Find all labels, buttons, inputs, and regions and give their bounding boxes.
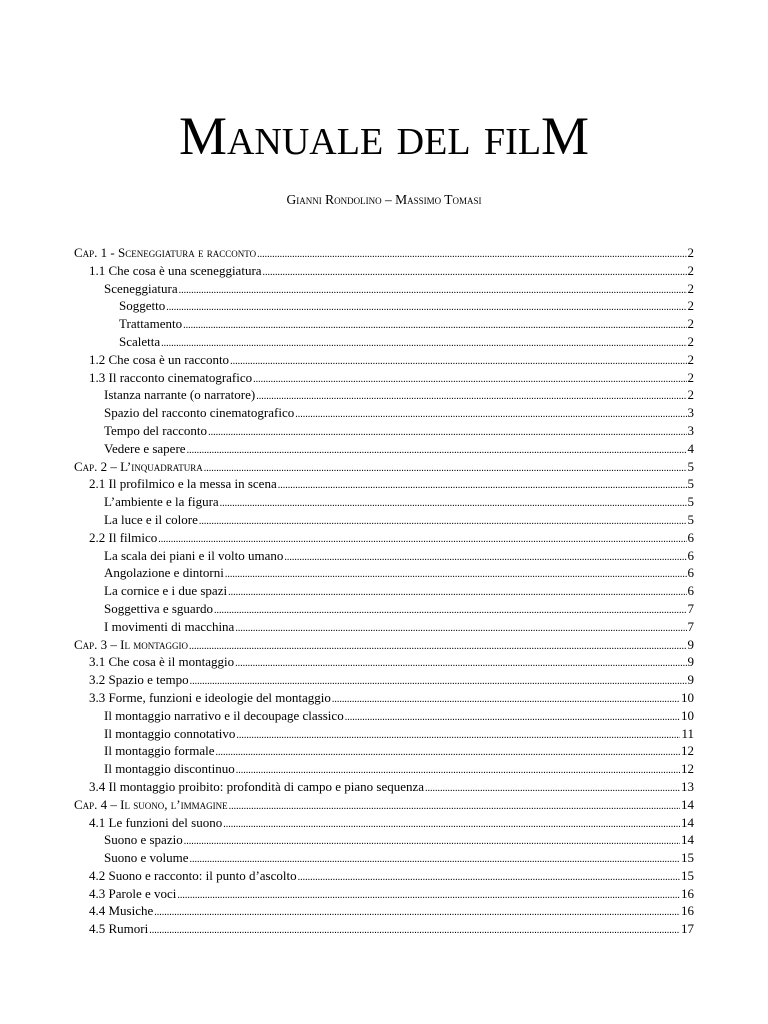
toc-entry-page: 2 <box>687 387 694 403</box>
toc-dot-leader <box>235 620 686 638</box>
toc-entry[interactable] <box>74 849 694 867</box>
toc-entry-title: Il montaggio connotativo <box>104 725 236 741</box>
toc-entry-title: 2.1 Il profilmico e la messa in scena <box>89 476 277 492</box>
toc-dot-leader <box>154 904 680 922</box>
toc-entry[interactable] <box>74 778 694 796</box>
toc-entry[interactable] <box>74 315 694 333</box>
toc-entry-title: Soggetto <box>119 298 166 314</box>
toc-entry[interactable] <box>74 458 694 476</box>
toc-entry-title: 3.2 Spazio e tempo <box>89 672 189 688</box>
toc-entry[interactable] <box>74 493 694 511</box>
toc-entry-title: Vedere e sapere <box>104 440 186 456</box>
toc-dot-leader <box>223 816 680 834</box>
toc-entry-page: 15 <box>681 850 694 866</box>
toc-entry-page: 14 <box>681 796 694 812</box>
toc-entry[interactable] <box>74 404 694 422</box>
toc-entry-page: 2 <box>687 316 694 332</box>
toc-entry-title: Cap. 4 – Il suono, l’immagine <box>74 796 228 812</box>
toc-dot-leader <box>199 513 687 531</box>
toc-entry-title: La luce e il colore <box>104 511 198 527</box>
toc-entry[interactable] <box>74 369 694 387</box>
toc-entry[interactable] <box>74 440 694 458</box>
toc-entry-page: 16 <box>681 885 694 901</box>
toc-dot-leader <box>179 282 687 300</box>
toc-entry[interactable] <box>74 742 694 760</box>
toc-entry-title: I movimenti di macchina <box>104 618 235 634</box>
toc-entry[interactable] <box>74 653 694 671</box>
toc-entry-title: Il montaggio narrativo e il decoupage classico <box>104 707 344 723</box>
table-of-contents <box>74 244 694 938</box>
toc-entry-page: 2 <box>687 333 694 349</box>
toc-entry-title: La scala dei piani e il volto umano <box>104 547 284 563</box>
toc-entry-title: 3.3 Forme, funzioni e ideologie del montaggio <box>89 689 331 705</box>
toc-entry-page: 6 <box>687 547 694 563</box>
toc-entry-title: Scaletta <box>119 333 161 349</box>
toc-entry[interactable] <box>74 280 694 298</box>
toc-entry-title: 4.2 Suono e racconto: il punto d’ascolto <box>89 867 297 883</box>
toc-entry-page: 5 <box>687 458 694 474</box>
toc-dot-leader <box>189 638 686 656</box>
toc-entry-page: 16 <box>681 903 694 919</box>
toc-entry-page: 2 <box>687 351 694 367</box>
toc-dot-leader <box>235 655 686 673</box>
toc-entry[interactable] <box>74 386 694 404</box>
toc-entry[interactable] <box>74 244 694 262</box>
toc-entry-page: 12 <box>681 761 694 777</box>
toc-dot-leader <box>257 246 686 264</box>
toc-dot-leader <box>228 584 686 602</box>
toc-entry-title: Cap. 2 – L’inquadratura <box>74 458 203 474</box>
toc-entry-page: 15 <box>681 867 694 883</box>
toc-entry-title: Trattamento <box>119 316 183 332</box>
toc-entry-title: Sceneggiatura <box>104 280 178 296</box>
toc-entry-page: 4 <box>687 440 694 456</box>
toc-entry[interactable] <box>74 475 694 493</box>
toc-dot-leader <box>236 727 680 745</box>
toc-entry[interactable] <box>74 333 694 351</box>
toc-entry[interactable] <box>74 867 694 885</box>
toc-entry-title: 1.3 Il racconto cinematografico <box>89 369 253 385</box>
toc-entry-page: 9 <box>687 636 694 652</box>
toc-entry[interactable] <box>74 618 694 636</box>
toc-entry-title: Soggettiva e sguardo <box>104 600 214 616</box>
toc-entry-title: 4.4 Musiche <box>89 903 154 919</box>
toc-entry-page: 10 <box>681 707 694 723</box>
toc-entry-page: 9 <box>687 672 694 688</box>
toc-entry-title: Angolazione e dintorni <box>104 565 224 581</box>
toc-entry-page: 17 <box>681 921 694 937</box>
toc-entry-title: Istanza narrante (o narratore) <box>104 387 256 403</box>
toc-entry[interactable] <box>74 831 694 849</box>
toc-dot-leader <box>295 406 686 424</box>
toc-entry-page: 6 <box>687 583 694 599</box>
toc-dot-leader <box>284 549 686 567</box>
toc-entry-page: 6 <box>687 529 694 545</box>
toc-entry-page: 2 <box>687 245 694 260</box>
toc-dot-leader <box>230 353 686 371</box>
toc-entry-title: 2.2 Il filmico <box>89 529 158 545</box>
toc-entry-page: 9 <box>687 654 694 670</box>
toc-entry-page: 11 <box>681 725 694 741</box>
toc-dot-leader <box>256 388 686 406</box>
toc-dot-leader <box>220 495 687 513</box>
toc-entry-title: 3.4 Il montaggio proibito: profondità di campo e piano sequenza <box>89 778 425 794</box>
toc-entry[interactable] <box>74 600 694 618</box>
toc-entry[interactable] <box>74 796 694 814</box>
toc-dot-leader <box>229 798 680 816</box>
toc-dot-leader <box>214 602 686 620</box>
document-authors: Gianni Rondolino – Massimo Tomasi <box>286 192 482 207</box>
toc-entry-page: 14 <box>681 832 694 848</box>
toc-dot-leader <box>345 709 680 727</box>
toc-entry[interactable] <box>74 671 694 689</box>
toc-dot-leader <box>332 691 680 709</box>
toc-entry[interactable] <box>74 689 694 707</box>
toc-entry[interactable] <box>74 297 694 315</box>
toc-entry-page: 7 <box>687 618 694 634</box>
toc-dot-leader <box>149 922 680 940</box>
toc-dot-leader <box>187 442 687 460</box>
toc-entry-title: Il montaggio formale <box>104 743 215 759</box>
toc-entry-title: Suono e volume <box>104 850 189 866</box>
toc-entry[interactable] <box>74 760 694 778</box>
toc-dot-leader <box>253 371 686 389</box>
toc-dot-leader <box>184 833 680 851</box>
toc-entry[interactable] <box>74 547 694 565</box>
toc-dot-leader <box>161 335 686 353</box>
toc-dot-leader <box>298 869 680 887</box>
toc-entry-page: 3 <box>687 422 694 438</box>
document-title: Manuale del filM <box>178 106 590 166</box>
toc-entry-title: Cap. 3 – Il montaggio <box>74 636 189 652</box>
toc-dot-leader <box>278 477 687 495</box>
toc-entry-page: 14 <box>681 814 694 830</box>
toc-dot-leader <box>208 424 686 442</box>
toc-entry[interactable] <box>74 707 694 725</box>
toc-entry[interactable] <box>74 529 694 547</box>
toc-dot-leader <box>183 317 686 335</box>
toc-entry-page: 2 <box>687 262 694 278</box>
toc-entry-title: 1.1 Che cosa è una sceneggiatura <box>89 262 262 278</box>
toc-entry-page: 5 <box>687 494 694 510</box>
toc-entry[interactable] <box>74 725 694 743</box>
toc-entry[interactable] <box>74 814 694 832</box>
toc-entry[interactable] <box>74 636 694 654</box>
toc-dot-leader <box>215 744 680 762</box>
toc-entry-page: 12 <box>681 743 694 759</box>
toc-entry[interactable] <box>74 920 694 938</box>
toc-entry-title: Spazio del racconto cinematografico <box>104 405 295 421</box>
toc-entry-page: 2 <box>687 369 694 385</box>
toc-entry-title: 3.1 Che cosa è il montaggio <box>89 654 235 670</box>
toc-entry-page: 7 <box>687 600 694 616</box>
toc-entry-title: 4.5 Rumori <box>89 921 149 937</box>
toc-entry-page: 10 <box>681 689 694 705</box>
toc-entry-page: 3 <box>687 405 694 421</box>
toc-entry[interactable] <box>74 582 694 600</box>
toc-entry[interactable] <box>74 564 694 582</box>
toc-entry[interactable] <box>74 262 694 280</box>
toc-entry[interactable] <box>74 902 694 920</box>
toc-entry-page: 6 <box>687 565 694 581</box>
toc-entry-page: 2 <box>687 280 694 296</box>
toc-entry-page: 5 <box>687 511 694 527</box>
toc-dot-leader <box>166 299 686 317</box>
toc-entry[interactable] <box>74 422 694 440</box>
toc-entry[interactable] <box>74 351 694 369</box>
toc-entry-title: Il montaggio discontinuo <box>104 761 235 777</box>
toc-entry-title: Tempo del racconto <box>104 422 208 438</box>
toc-entry-title: 4.3 Parole e voci <box>89 885 177 901</box>
toc-entry-title: 4.1 Le funzioni del suono <box>89 814 223 830</box>
toc-entry-page: 2 <box>687 298 694 314</box>
toc-entry[interactable] <box>74 511 694 529</box>
toc-entry-page: 13 <box>681 778 694 794</box>
toc-entry-page: 5 <box>687 476 694 492</box>
toc-entry-title: 1.2 Che cosa è un racconto <box>89 351 230 367</box>
toc-entry-title: Suono e spazio <box>104 832 183 848</box>
toc-dot-leader <box>425 780 680 798</box>
toc-dot-leader <box>177 887 680 905</box>
toc-entry[interactable] <box>74 885 694 903</box>
toc-dot-leader <box>225 566 687 584</box>
toc-dot-leader <box>263 264 687 282</box>
toc-entry-title: L’ambiente e la figura <box>104 494 219 510</box>
toc-entry-title: La cornice e i due spazi <box>104 583 228 599</box>
toc-entry-title: Cap. 1 - Sceneggiatura e racconto <box>74 245 257 260</box>
